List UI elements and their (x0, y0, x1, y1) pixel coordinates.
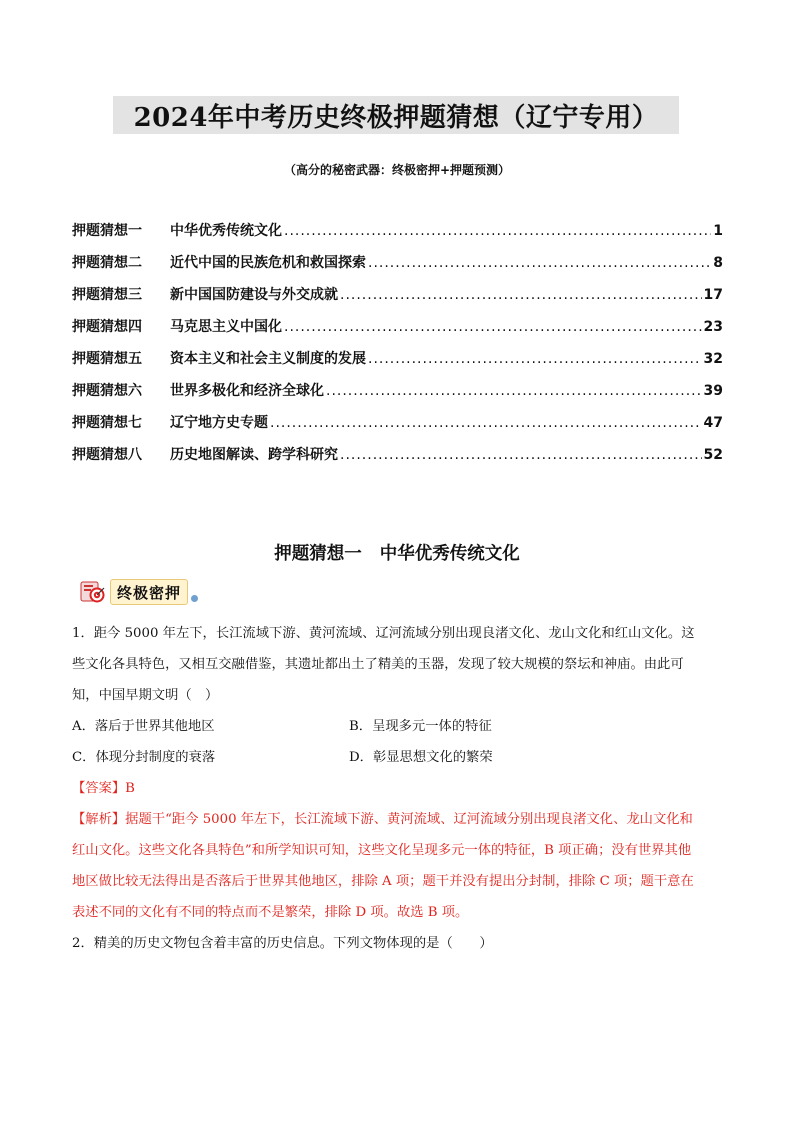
toc-entry[interactable] (72, 380, 723, 412)
toc-entry-title: 近代中国的民族危机和救国探索 (170, 255, 366, 271)
toc-entry[interactable] (72, 316, 723, 348)
document-title: 2024年中考历史终极押题猜想（辽宁专用） (133, 102, 659, 133)
toc-entry-title: 新中国国防建设与外交成就 (170, 287, 338, 303)
toc-entry[interactable] (72, 284, 723, 316)
toc-entry-page: 39 (703, 383, 723, 399)
toc-entry-title: 世界多极化和经济全球化 (170, 383, 324, 399)
toc-leader-dots (326, 383, 702, 399)
toc-entry[interactable] (72, 348, 723, 380)
question-1-options-row (72, 742, 723, 773)
toc-entry-label: 押题猜想七 (72, 415, 142, 431)
question-content (72, 618, 723, 959)
toc-entry-page: 47 (703, 415, 723, 431)
answer-line: 【答案】B (72, 781, 135, 796)
toc-leader-dots (340, 447, 702, 463)
toc-leader-dots (368, 351, 702, 367)
option-d: D．彰显思想文化的繁荣 (349, 750, 493, 765)
toc-entry-page: 8 (713, 255, 723, 271)
title-box (113, 96, 679, 134)
toc-entry-title: 马克思主义中国化 (170, 319, 282, 335)
section-heading-label: 押题猜想一 (274, 544, 362, 564)
section-heading (0, 540, 794, 565)
toc-entry-title: 中华优秀传统文化 (170, 223, 282, 239)
section-heading-title: 中华优秀传统文化 (379, 544, 520, 564)
analysis-line: 红山文化。这些文化各具特色”和所学知识可知，这些文化呈现多元一体的特征，B 项正确；没有世界其他 (72, 843, 692, 858)
toc-entry-title: 资本主义和社会主义制度的发展 (170, 351, 366, 367)
toc-leader-dots (284, 319, 702, 335)
toc-entry[interactable] (72, 412, 723, 444)
question-1-options-row (72, 711, 723, 742)
analysis-line: 【解析】据题干“距今 5000 年左下，长江流域下游、黄河流域、辽河流域分别出现良渚文化、龙山文化和 (72, 812, 693, 827)
toc-entry[interactable] (72, 220, 723, 252)
target-icon (80, 580, 106, 604)
toc-entry-page: 1 (713, 223, 723, 239)
toc-entry-title: 辽宁地方史专题 (170, 415, 268, 431)
toc-entry-page: 23 (703, 319, 723, 335)
question-1-line: 1．距今 5000 年左下，长江流域下游、黄河流域、辽河流域分别出现良渚文化、龙山文化和红山文化。这 (72, 626, 695, 641)
toc-leader-dots (368, 255, 711, 271)
toc-entry-page: 17 (703, 287, 723, 303)
toc-entry-label: 押题猜想一 (72, 223, 142, 239)
toc-entry-page: 32 (703, 351, 723, 367)
document-subtitle: （高分的秘密武器：终极密押+押题预测） (283, 163, 511, 177)
option-b: B．呈现多元一体的特征 (349, 719, 492, 734)
analysis-line: 地区做比较无法得出是否落后于世界其他地区，排除 A 项；题干并没有提出分封制，排除 C 项；题干意在 (72, 874, 694, 889)
toc-entry-page: 52 (703, 447, 723, 463)
toc-leader-dots (340, 287, 702, 303)
ultimate-prediction-badge (80, 578, 198, 606)
analysis-line: 表述不同的文化有不同的特点而不是繁荣，排除 D 项。故选 B 项。 (72, 905, 469, 920)
question-1-line: 些文化各具特色，又相互交融借鉴，其遗址都出土了精美的玉器，发现了较大规模的祭坛和神庙。由此可 (72, 657, 684, 672)
toc-entry-label: 押题猜想八 (72, 447, 142, 463)
toc-leader-dots (270, 415, 702, 431)
question-1-line: 知，中国早期文明（ ） (72, 688, 219, 703)
option-c: C．体现分封制度的衰落 (72, 750, 216, 765)
toc-entry[interactable] (72, 444, 723, 476)
toc-entry-label: 押题猜想三 (72, 287, 142, 303)
toc-entry[interactable] (72, 252, 723, 284)
question-2-line: 2．精美的历史文物包含着丰富的历史信息。下列文物体现的是（ ） (72, 936, 493, 951)
table-of-contents (72, 220, 723, 476)
badge-dot-icon (191, 595, 198, 602)
toc-entry-label: 押题猜想六 (72, 383, 142, 399)
badge-label: 终极密押 (110, 579, 188, 605)
toc-entry-title: 历史地图解读、跨学科研究 (170, 447, 338, 463)
toc-leader-dots (284, 223, 711, 239)
toc-entry-label: 押题猜想二 (72, 255, 142, 271)
toc-entry-label: 押题猜想四 (72, 319, 142, 335)
option-a: A．落后于世界其他地区 (72, 719, 215, 734)
toc-entry-label: 押题猜想五 (72, 351, 142, 367)
